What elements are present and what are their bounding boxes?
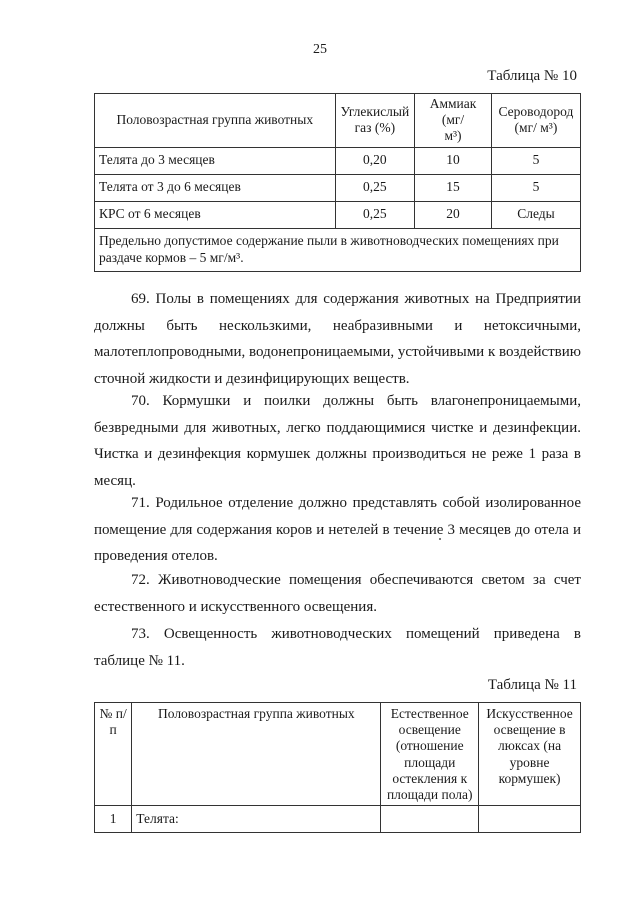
paragraph-69 (94, 286, 581, 392)
header-h2s-line2: (мг/ м³) (514, 120, 558, 136)
cell-h2s: 5 (491, 147, 580, 174)
paragraph-70 (94, 388, 581, 494)
cell-number: 1 (95, 806, 132, 833)
cell-co2: 0,25 (335, 201, 415, 228)
cell-artificial-light (479, 806, 581, 833)
air-quality-table (94, 93, 581, 272)
cell-ammonia: 20 (415, 201, 492, 228)
paragraph-71-first-line: 71. Родильное отделение должно представлять собой изолированное (131, 495, 581, 511)
header-co2-line2: газ (%) (354, 120, 396, 136)
cell-natural-light (381, 806, 479, 833)
paragraph-73-body: № 11. (148, 652, 185, 669)
paragraph-73 (94, 621, 581, 674)
header-co2-line1: Углекислый (340, 104, 410, 120)
cell-h2s: 5 (491, 174, 580, 201)
paragraph-69-first-line: 69. Полы в помещениях для содержания животных на Предприятии (131, 291, 581, 307)
header-h2s-line1: Сероводород (498, 104, 574, 120)
page-number: 25 (313, 42, 327, 57)
paragraph-71 (94, 490, 581, 570)
header-h2s (491, 94, 580, 148)
header-animal-group: Половозрастная группа животных (95, 94, 336, 148)
cell-group: КРС от 6 месяцев (95, 201, 336, 228)
dust-limit-note: Предельно допустимое содержание пыли в животноводческих помещениях при раздаче кормов – 5 мг/м³. (95, 228, 581, 271)
table-row (95, 174, 581, 201)
cell-co2: 0,20 (335, 147, 415, 174)
header-natural-light: Естественное освещение (отношение площади остекления к площади пола) (381, 703, 479, 806)
cell-h2s: Следы (491, 201, 580, 228)
table-11-caption: Таблица № 11 (487, 677, 577, 693)
cell-group: Телята: (132, 806, 381, 833)
cell-group: Телята от 3 до 6 месяцев (95, 174, 336, 201)
scan-speck (439, 538, 441, 540)
table-row (95, 201, 581, 228)
header-animal-group: Половозрастная группа животных (132, 703, 381, 806)
table-header-row (95, 94, 581, 148)
table-row (95, 806, 581, 833)
table-10-caption: Таблица № 10 (487, 68, 577, 84)
paragraph-70-body: безвредными для животных, легко поддающимися чистке и дезинфекции. Чистка и дезинфекция кормушек должны производиться не реже 1 раза в месяц. (94, 419, 581, 489)
cell-group: Телята до 3 месяцев (95, 147, 336, 174)
table-note-row (95, 228, 581, 271)
cell-ammonia: 15 (415, 174, 492, 201)
table-row (95, 147, 581, 174)
header-ammonia-line2: м³) (444, 128, 462, 144)
table-header-row (95, 703, 581, 806)
paragraph-72-body: естественного и искусственного освещения. (94, 598, 377, 615)
paragraph-71-body: помещение для содержания коров и нетелей в течение 3 месяцев до отела и проведения отелов. (94, 521, 581, 564)
header-co2 (335, 94, 415, 148)
header-artificial-light: Искусственное освещение в люксах (на уровне кормушек) (479, 703, 581, 806)
paragraph-72 (94, 567, 581, 620)
paragraph-70-first-line: 70. Кормушки и поилки должны быть влагонепроницаемыми, (131, 393, 581, 409)
cell-ammonia: 10 (415, 147, 492, 174)
cell-co2: 0,25 (335, 174, 415, 201)
header-number: № п/п (95, 703, 132, 806)
header-ammonia-line1: Аммиак (мг/ (429, 96, 477, 128)
paragraph-72-first-line: 72. Животноводческие помещения обеспечиваются светом за счет (131, 572, 581, 588)
paragraph-69-body: должны быть нескользкими, неабразивными и нетоксичными, малотеплопроводными, водонепроницаемыми, устойчивыми к воздействию сточной жидкости и дезинфицирующих веществ. (94, 317, 581, 387)
header-ammonia (415, 94, 492, 148)
lighting-table (94, 702, 581, 833)
paragraph-73-first-line: 73. Освещенность животноводческих помещений приведена в таблице (94, 626, 581, 669)
